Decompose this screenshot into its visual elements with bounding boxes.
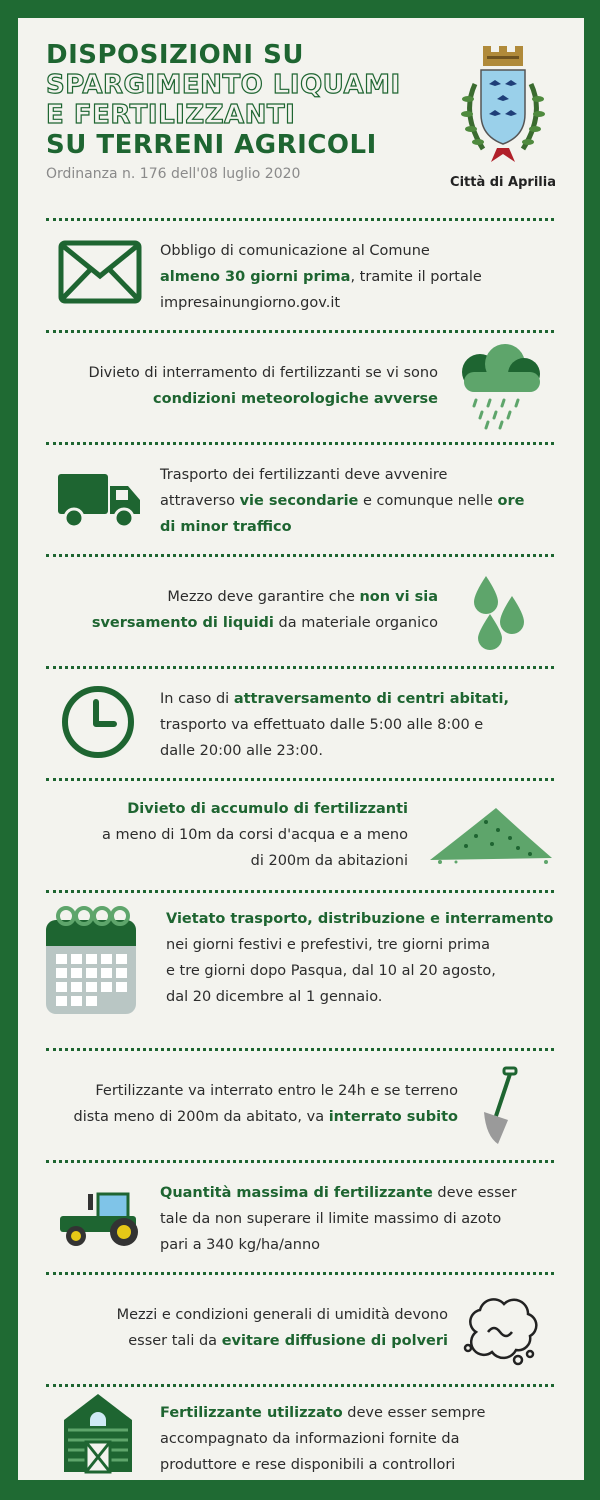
info-row (18, 442, 584, 554)
body-text: produttore e rese disponibili a controllori (160, 1457, 456, 1473)
body-text: attraverso (160, 493, 240, 509)
body-text: e comunque nelle (358, 493, 498, 509)
barn-icon (62, 1390, 134, 1478)
shovel-icon (470, 1064, 530, 1150)
ordinance-reference: Ordinanza n. 176 dell'08 luglio 2020 (46, 166, 301, 182)
info-row (18, 778, 584, 890)
highlight-text: interrato subito (328, 1109, 458, 1125)
highlight-text: non vi sia (359, 589, 438, 605)
body-text: , tramite il portale (350, 269, 482, 285)
body-text: deve esser (432, 1185, 517, 1201)
city-name: Città di Aprilia (450, 175, 556, 190)
envelope-icon (58, 240, 142, 308)
info-text (48, 796, 408, 874)
body-text: pari a 340 kg/ha/anno (160, 1237, 321, 1253)
city-crest (448, 44, 558, 194)
body-text: Fertilizzante va interrato entro le 24h e se terreno (95, 1083, 458, 1099)
info-text (160, 462, 540, 540)
info-row (18, 1272, 584, 1384)
info-row (18, 330, 584, 442)
infographic-panel (18, 18, 584, 1480)
body-text: dal 20 dicembre al 1 gennaio. (166, 989, 383, 1005)
info-text (160, 686, 540, 764)
body-text: a meno di 10m da corsi d'acqua e a meno (101, 827, 408, 843)
body-text: Divieto di interramento di fertilizzanti se vi sono (88, 365, 438, 381)
info-row (18, 890, 584, 1048)
highlight-text: condizioni meteorologiche avverse (153, 391, 438, 407)
highlight-text: Fertilizzante utilizzato (160, 1405, 343, 1421)
info-row (18, 218, 584, 330)
highlight-text: almeno 30 giorni prima (160, 269, 351, 285)
body-text: Trasporto dei fertilizzanti deve avvenire (160, 467, 448, 483)
info-text (160, 1400, 540, 1478)
body-text: e tre giorni dopo Pasqua, dal 10 al 20 agosto, (166, 963, 496, 979)
info-row (18, 554, 584, 666)
info-text (166, 906, 566, 1010)
info-row (18, 1160, 584, 1272)
body-text: dalle 20:00 alle 23:00. (160, 743, 323, 759)
title-line-4: SU TERRENI AGRICOLI (46, 130, 377, 160)
highlight-text: attraversamento di centri abitati, (233, 691, 509, 707)
highlight-text: vie secondarie (239, 493, 359, 509)
body-text: tale da non superare il limite massimo di azoto (160, 1211, 502, 1227)
info-row (18, 1384, 584, 1480)
clock-icon (60, 684, 136, 764)
header (46, 40, 446, 182)
title-line-1: DISPOSIZIONI SU (46, 40, 304, 70)
highlight-text: Vietato trasporto, distribuzione e interramento (166, 911, 554, 927)
info-text (48, 360, 438, 412)
body-text: da materiale organico (273, 615, 438, 631)
info-row (18, 666, 584, 778)
highlight-text: evitare diffusione di polveri (221, 1333, 448, 1349)
body-text: Obbligo di comunicazione al Comune (160, 243, 430, 259)
title-line-3: E FERTILIZZANTI (46, 100, 296, 130)
highlight-text: Quantità massima di fertilizzante (160, 1185, 433, 1201)
body-text: dista meno di 200m da abitato, va (73, 1109, 329, 1125)
body-text: accompagnato da informazioni fornite da (160, 1431, 460, 1447)
body-text: Mezzo deve garantire che (167, 589, 360, 605)
dust-cloud-icon (458, 1292, 542, 1372)
fertilizer-pile-icon (426, 802, 556, 868)
body-text: Mezzi e condizioni generali di umidità devono (116, 1307, 448, 1323)
info-text (48, 1078, 458, 1130)
coat-of-arms-icon (453, 44, 553, 169)
highlight-text: Divieto di accumulo di fertilizzanti (127, 801, 408, 817)
calendar-icon (44, 904, 138, 1020)
tractor-icon (54, 1190, 146, 1254)
info-text (48, 1302, 448, 1354)
droplets-icon (468, 572, 528, 654)
rain-cloud-icon (450, 342, 550, 434)
body-text: deve esser sempre (342, 1405, 486, 1421)
info-text (48, 584, 438, 636)
info-text (160, 238, 520, 316)
body-text: di 200m da abitazioni (250, 853, 408, 869)
truck-icon (58, 470, 142, 534)
highlight-text: di minor traffico (160, 519, 292, 535)
info-row (18, 1048, 584, 1160)
info-text (160, 1180, 540, 1258)
title-line-2: SPARGIMENTO LIQUAMI (46, 70, 401, 100)
highlight-text: sversamento di liquidi (91, 615, 274, 631)
body-text: impresainungiorno.gov.it (160, 295, 341, 311)
body-text: esser tali da (128, 1333, 222, 1349)
highlight-text: ore (497, 493, 525, 509)
body-text: trasporto va effettuato dalle 5:00 alle 8:00 e (160, 717, 484, 733)
body-text: nei giorni festivi e prefestivi, tre giorni prima (166, 937, 491, 953)
body-text: In caso di (160, 691, 234, 707)
